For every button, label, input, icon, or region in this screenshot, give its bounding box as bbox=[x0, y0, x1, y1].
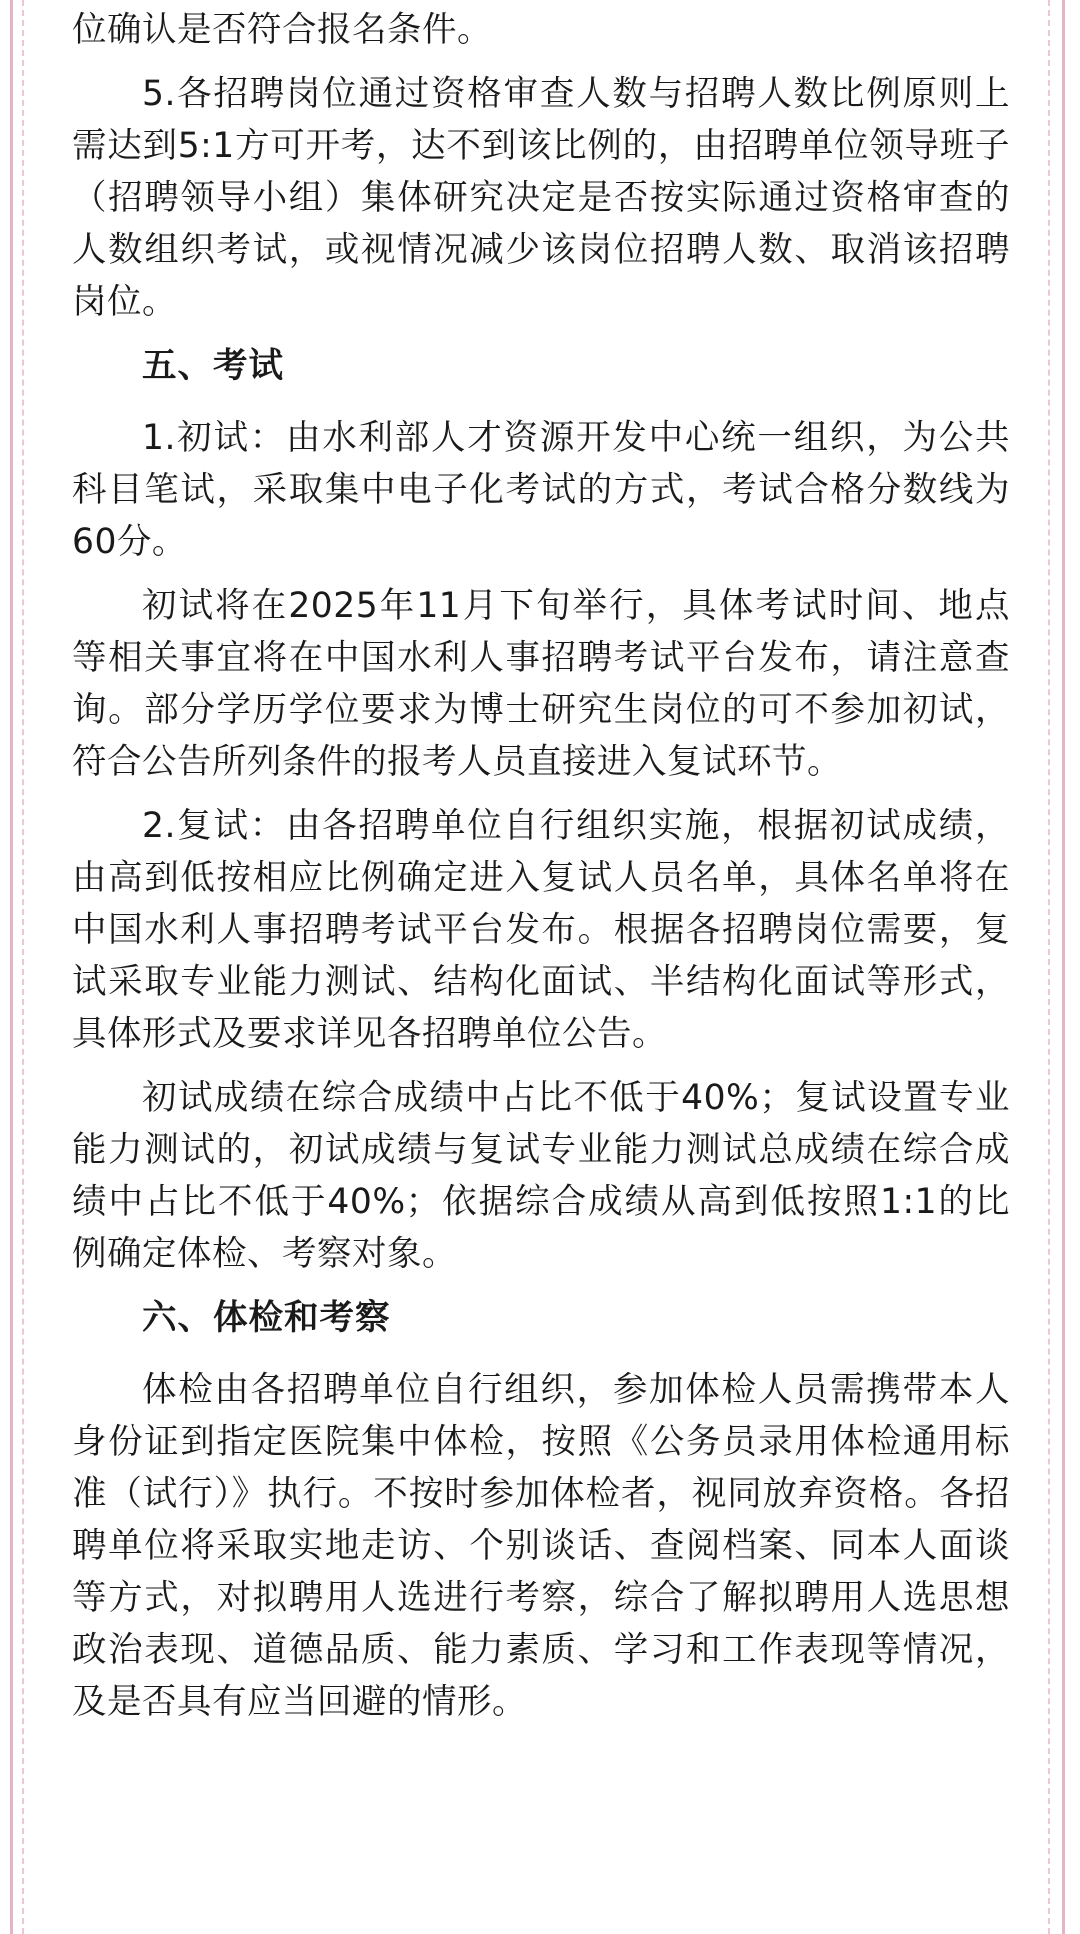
article-body bbox=[72, 4, 1010, 1740]
paragraph-ratio-rule: 5.各招聘岗位通过资格审查人数与招聘人数比例原则上需达到5:1方可开考，达不到该比例的，由招聘单位领导班子（招聘领导小组）集体研究决定是否按实际通过资格审查的人数组织考试，或视情况减少该岗位招聘人数、取消该招聘岗位。 bbox=[72, 74, 1010, 322]
paragraph-exam-schedule: 初试将在2025年11月下旬举行，具体考试时间、地点等相关事宜将在中国水利人事招聘考试平台发布，请注意查询。部分学历学位要求为博士研究生岗位的可不参加初试，符合公告所列条件的报考人员直接进入复试环节。 bbox=[72, 586, 1010, 782]
paragraph-preliminary-exam: 1.初试：由水利部人才资源开发中心统一组织，为公共科目笔试，采取集中电子化考试的方式，考试合格分数线为60分。 bbox=[72, 418, 1010, 562]
paragraph-second-exam: 2.复试：由各招聘单位自行组织实施，根据初试成绩，由高到低按相应比例确定进入复试人员名单，具体名单将在中国水利人事招聘考试平台发布。根据各招聘岗位需要，复试采取专业能力测试、结构化面试、半结构化面试等形式，具体形式及要求详见各招聘单位公告。 bbox=[72, 806, 1010, 1054]
left-border-dashed bbox=[22, 0, 24, 1934]
right-border-solid bbox=[1062, 0, 1065, 1934]
section-heading-exam: 五、考试 bbox=[142, 346, 284, 386]
paragraph-score-weight: 初试成绩在综合成绩中占比不低于40%；复试设置专业能力测试的，初试成绩与复试专业能力测试总成绩在综合成绩中占比不低于40%；依据综合成绩从高到低按照1:1的比例确定体检、考察对象。 bbox=[72, 1078, 1010, 1274]
section-heading-medical-review: 六、体检和考察 bbox=[142, 1298, 391, 1338]
paragraph-medical-review: 体检由各招聘单位自行组织，参加体检人员需携带本人身份证到指定医院集中体检，按照《公务员录用体检通用标准（试行）》执行。不按时参加体检者，视同放弃资格。各招聘单位将采取实地走访、个别谈话、查阅档案、同本人面谈等方式，对拟聘用人选进行考察，综合了解拟聘用人选思想政治表现、道德品质、能力素质、学习和工作表现等情况，及是否具有应当回避的情形。 bbox=[72, 1370, 1010, 1722]
left-border-solid bbox=[10, 0, 13, 1934]
right-border-dashed bbox=[1048, 0, 1050, 1934]
paragraph-continued: 位确认是否符合报名条件。 bbox=[72, 10, 492, 50]
